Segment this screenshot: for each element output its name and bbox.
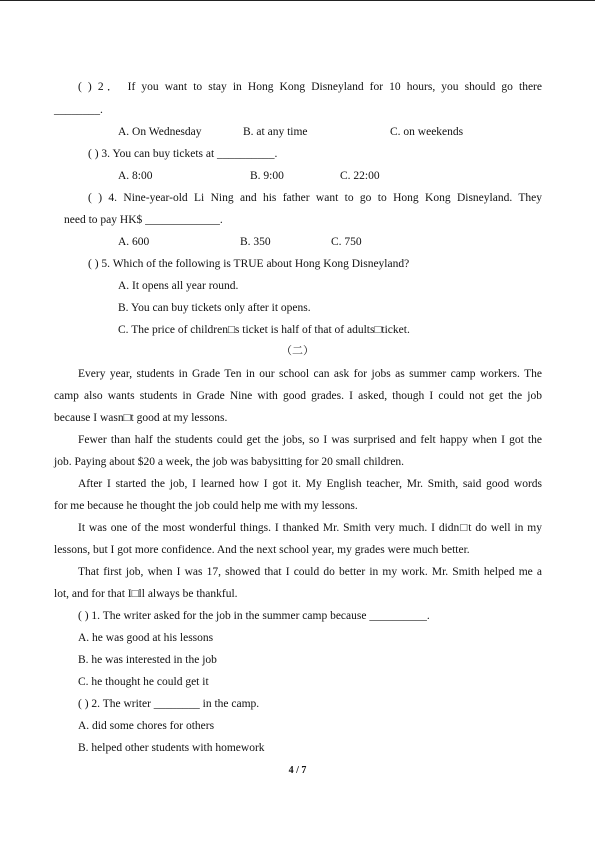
q3-option-c: C. 22:00 [340, 170, 380, 182]
passage-line: Fewer than half the students could get the jobs, so I was surprised and felt happy when I got the [78, 434, 542, 446]
q3-option-b: B. 9:00 [250, 170, 284, 182]
passage-line: because I wasn□t good at my lessons. [54, 412, 228, 424]
s2-q1-option-b: B. he was interested in the job [78, 654, 217, 666]
s2-q2-option-b: B. helped other students with homework [78, 742, 265, 754]
section-heading: （二） [281, 344, 314, 357]
passage-line: After I started the job, I learned how I got it. My English teacher, Mr. Smith, said good words [78, 478, 542, 490]
page-number: 4 / 7 [288, 765, 307, 776]
s2-q1-stem: ( ) 1. The writer asked for the job in the summer camp because __________. [78, 610, 430, 622]
q5-option-a: A. It opens all year round. [118, 280, 239, 292]
q4-option-a: A. 600 [118, 236, 150, 248]
passage-line: It was one of the most wonderful things. I thanked Mr. Smith very much. I didn□t do well in my [78, 522, 542, 534]
q4-stem-line1: ( ) 4. Nine-year-old Li Ning and his father want to go to Hong Kong Disneyland. They [88, 192, 542, 204]
s2-q1-option-a: A. he was good at his lessons [78, 632, 214, 644]
top-rule [0, 0, 595, 1]
q2-stem-line1: ( ) 2． If you want to stay in Hong Kong Disneyland for 10 hours, you should go there [78, 81, 542, 93]
passage-line: lessons, but I got more confidence. And the next school year, my grades were much better. [54, 544, 470, 556]
passage-line: camp also wants students in Grade Nine with good grades. I asked, though I could not get the job [54, 390, 542, 402]
passage-line: Every year, students in Grade Ten in our school can ask for jobs as summer camp workers. The [78, 368, 542, 380]
q2-stem-line2: ________. [54, 104, 103, 116]
q3-stem: ( ) 3. You can buy tickets at __________. [88, 148, 278, 160]
s2-q1-option-c: C. he thought he could get it [78, 676, 209, 688]
q4-stem-line2: need to pay HK$ _____________. [64, 214, 223, 226]
q2-option-c: C. on weekends [390, 126, 464, 138]
passage-line: That first job, when I was 17, showed that I could do better in my work. Mr. Smith helped me a [78, 566, 542, 578]
q2-option-a: A. On Wednesday [118, 126, 202, 138]
s2-q2-option-a: A. did some chores for others [78, 720, 215, 732]
q5-option-c: C. The price of children□s ticket is half of that of adults□ticket. [118, 324, 410, 336]
passage-line: job. Paying about $20 a week, the job was babysitting for 20 small children. [54, 456, 405, 468]
passage-line: lot, and for that I□ll always be thankful. [54, 588, 238, 600]
q4-option-c: C. 750 [331, 236, 362, 248]
passage-line: for me because he thought the job could help me with my lessons. [54, 500, 358, 512]
s2-q2-stem: ( ) 2. The writer ________ in the camp. [78, 698, 260, 710]
q2-option-b: B. at any time [243, 126, 308, 138]
q5-option-b: B. You can buy tickets only after it opens. [118, 302, 311, 314]
q5-stem: ( ) 5. Which of the following is TRUE about Hong Kong Disneyland? [88, 258, 410, 270]
q3-option-a: A. 8:00 [118, 170, 153, 182]
q4-option-b: B. 350 [240, 236, 271, 248]
